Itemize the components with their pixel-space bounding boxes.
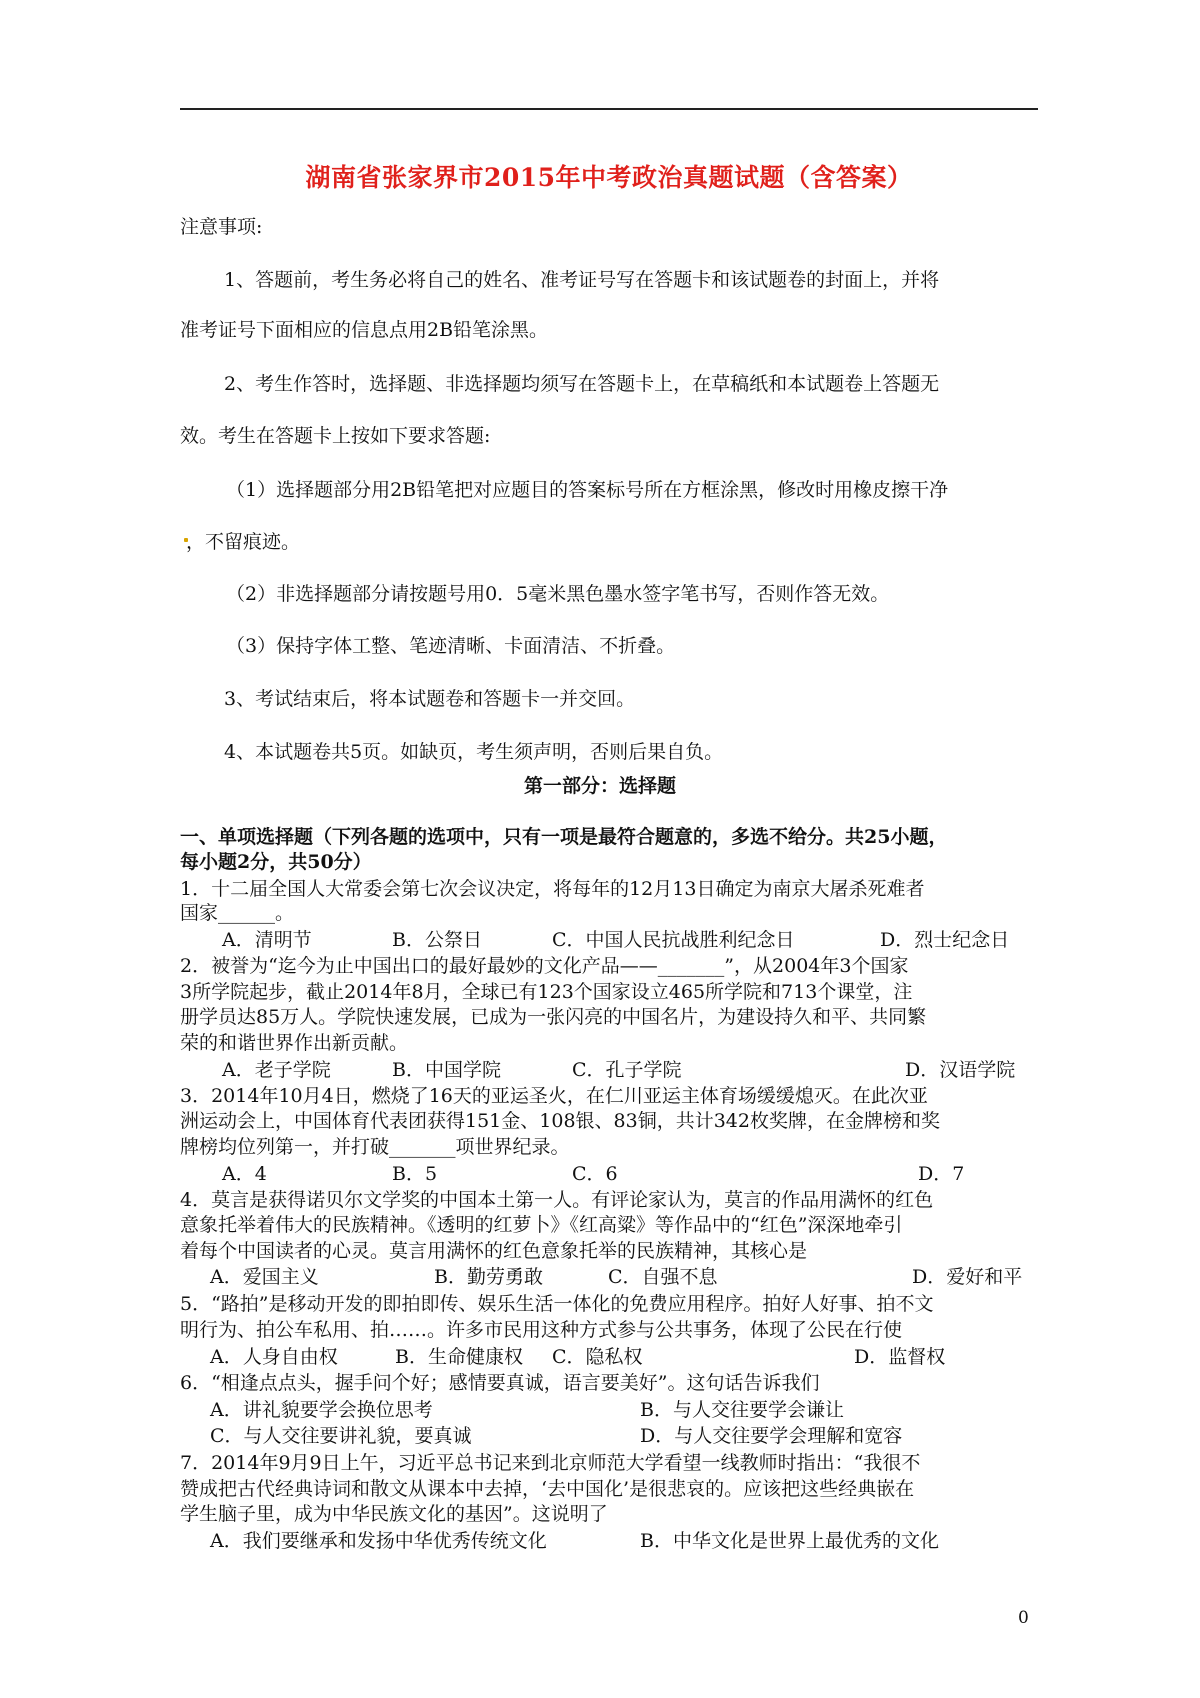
question-1-option-a: A．清明节 [222,929,312,951]
question-6-option-d: D．与人交往要学会理解和宽容 [640,1425,903,1447]
question-7-line-3: 学生脑子里，成为中华民族文化的基因”。这说明了 [180,1503,608,1525]
question-7-line-1: 7．2014年9月9日上午，习近平总书记来到北京师范大学看望一线教师时指出：“我很不 [180,1452,921,1474]
question-6-line-1: 6．“相逢点点头，握手问个好；感情要真诚，语言要美好”。这句话告诉我们 [180,1372,820,1394]
notice-sub-3: （3）保持字体工整、笔迹清晰、卡面清洁、不折叠。 [226,635,676,657]
question-1-option-d: D．烈士纪念日 [880,929,1010,951]
question-3-option-d: D．7 [918,1163,965,1185]
question-7-line-2: 赞成把古代经典诗词和散文从课本中去掉，‘去中国化’是很悲哀的。应该把这些经典嵌在 [180,1478,915,1500]
question-3-line-2: 洲运动会上，中国体育代表团获得151金、108银、83铜，共计342枚奖牌，在金牌榜和奖 [180,1110,940,1132]
question-5-option-d: D．监督权 [854,1346,946,1368]
question-4-option-a: A．爱国主义 [210,1266,319,1288]
question-4-line-1: 4．莫言是获得诺贝尔文学奖的中国本土第一人。有评论家认为，莫言的作品用满怀的红色 [180,1189,934,1211]
question-2-option-b: B．中国学院 [392,1059,501,1081]
question-2-line-1: 2．被誉为“迄今为止中国出口的最好最妙的文化产品——_______”，从2004年3个国家 [180,955,909,977]
part-1-heading: 第一部分：选择题 [523,775,676,797]
question-7-option-a: A．我们要继承和发扬中华优秀传统文化 [210,1530,547,1552]
header-rule [180,108,1038,110]
question-4-option-b: B．勤劳勇敢 [434,1266,543,1288]
question-1-line-1: 1．十二届全国人大常委会第七次会议决定，将每年的12月13日确定为南京大屠杀死难者 [180,878,925,900]
notice-item-3: 3、考试结束后，将本试题卷和答题卡一并交回。 [224,688,636,710]
question-3-line-1: 3．2014年10月4日，燃烧了16天的亚运圣火，在仁川亚运主体育场缓缓熄灭。在此次亚 [180,1085,928,1107]
question-2-line-4: 荣的和谐世界作出新贡献。 [180,1032,409,1054]
question-5-option-a: A．人身自由权 [210,1346,338,1368]
notice-item-2-line-2: 效。考生在答题卡上按如下要求答题: [180,425,491,447]
notice-item-4: 4、本试题卷共5页。如缺页，考生须声明，否则后果自负。 [224,741,724,763]
question-2-option-a: A．老子学院 [222,1059,331,1081]
page-number: 0 [1018,1608,1029,1628]
question-3-option-c: C．6 [572,1163,618,1185]
question-2-option-d: D．汉语学院 [905,1059,1016,1081]
question-2-line-3: 册学员达85万人。学院快速发展，已成为一张闪亮的中国名片，为建设持久和平、共同繁 [180,1006,927,1028]
section-instructions-line-2: 每小题2分，共50分） [180,851,372,873]
notice-sub-1-line-2: ，不留痕迹。 [186,531,301,553]
question-3-option-a: A．4 [222,1163,267,1185]
question-1-option-b: B．公祭日 [392,929,482,951]
question-4-option-c: C．自强不息 [608,1266,718,1288]
question-3-line-3: 牌榜均位列第一，并打破_______项世界纪录。 [180,1136,570,1158]
question-2-line-2: 3所学院起步，截止2014年8月，全球已有123个国家设立465所学院和713个课堂，注 [180,981,913,1003]
question-5-line-1: 5．“路拍”是移动开发的即拍即传、娱乐生活一体化的免费应用程序。拍好人好事、拍不文 [180,1293,934,1315]
notice-item-1-line-2: 准考证号下面相应的信息点用2B铅笔涂黑。 [180,319,549,341]
notice-heading: 注意事项: [180,216,263,238]
question-4-option-d: D．爱好和平 [912,1266,1023,1288]
question-4-line-3: 着每个中国读者的心灵。莫言用满怀的红色意象托举的民族精神，其核心是 [180,1240,808,1262]
notice-sub-1-line-1: （1）选择题部分用2B铅笔把对应题目的答案标号所在方框涂黑，修改时用橡皮擦干净 [226,479,949,501]
question-3-option-b: B．5 [392,1163,438,1185]
document-title: 湖南省张家界市2015年中考政治真题试题（含答案） [305,163,913,192]
question-5-line-2: 明行为、拍公车私用、拍……。许多市民用这种方式参与公共事务，体现了公民在行使 [180,1319,903,1341]
notice-item-2-line-1: 2、考生作答时，选择题、非选择题均须写在答题卡上，在草稿纸和本试题卷上答题无 [224,373,940,395]
question-6-option-c: C．与人交往要讲礼貌，要真诚 [210,1425,472,1447]
question-2-option-c: C．孔子学院 [572,1059,682,1081]
question-4-line-2: 意象托举着伟大的民族精神。《透明的红萝卜》《红高粱》等作品中的“红色”深深地牵引 [180,1214,903,1236]
question-7-option-b: B．中华文化是世界上最优秀的文化 [640,1530,939,1552]
question-5-option-b: B．生命健康权 [395,1346,523,1368]
notice-item-1-line-1: 1、答题前，考生务必将自己的姓名、准考证号写在答题卡和该试题卷的封面上，并将 [224,269,940,291]
question-1-line-2: 国家______。 [180,902,295,924]
section-instructions-line-1: 一、单项选择题（下列各题的选项中，只有一项是最符合题意的，多选不给分。共25小题， [180,826,948,848]
question-5-option-c: C．隐私权 [552,1346,643,1368]
question-1-option-c: C．中国人民抗战胜利纪念日 [552,929,795,951]
question-6-option-a: A．讲礼貌要学会换位思考 [210,1399,433,1421]
notice-sub-2: （2）非选择题部分请按题号用0．5毫米黑色墨水签字笔书写，否则作答无效。 [226,583,890,605]
question-6-option-b: B．与人交往要学会谦让 [640,1399,844,1421]
